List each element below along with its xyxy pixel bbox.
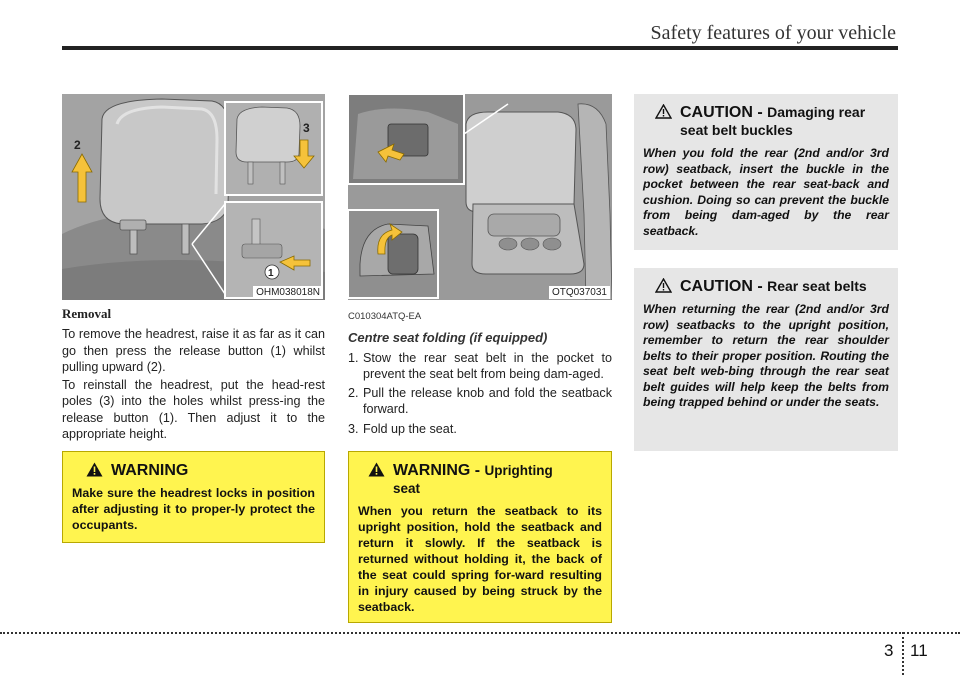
warning-subtitle: Uprighting seat	[393, 463, 553, 496]
warning-box-uprighting-seat	[348, 451, 612, 623]
list-item	[348, 421, 612, 437]
warning-box-headrest	[62, 451, 325, 543]
warning-title	[72, 462, 315, 480]
centre-seat-illustration	[348, 94, 612, 300]
warning-body: When you return the seatback to its upright position, hold the seatback and return it slowly. If the seatback is returned without holding it, the back of the seat could spring for-ward resulting in injury caused by being struck by the seatback.	[358, 504, 602, 614]
step-text: Fold up the seat.	[363, 421, 457, 436]
removal-paragraph-2: To reinstall the headrest, put the head-rest poles (3) into the holes whilst press-ing the release button (1). Then adjust it to the appropriate height.	[62, 378, 325, 442]
list-item	[348, 385, 612, 418]
removal-section	[62, 306, 325, 444]
figure-code: OHM038018N	[253, 286, 323, 299]
warning-body: Make sure the headrest locks in position after adjusting it to proper-ly protect the occupants.	[72, 486, 315, 532]
caution-subtitle: Rear seat belts	[767, 278, 867, 294]
centre-seat-drawing	[348, 94, 612, 300]
list-item	[348, 350, 612, 383]
centre-seat-section	[348, 309, 612, 440]
caution-title-separator: -	[752, 104, 768, 121]
headrest-drawing	[62, 94, 325, 300]
caution-title-separator: -	[752, 278, 768, 295]
warning-triangle-icon	[368, 462, 385, 477]
caution-body: When you fold the rear (2nd and/or 3rd row) seatback, insert the buckle in the pocket between the rear seat-back and cushion. Doing so can prevent the buckle from being dam-aged by the rear seatback.	[643, 146, 889, 238]
caution-title-text: CAUTION	[680, 278, 753, 295]
caution-title-text: CAUTION	[680, 104, 753, 121]
warning-title-text: WARNING	[111, 462, 189, 479]
removal-heading: Removal	[62, 306, 112, 321]
page-number: 11	[910, 641, 928, 660]
caution-box-seat-belt-buckles	[634, 94, 898, 250]
callout-1: 1	[268, 268, 274, 279]
caution-triangle-icon	[655, 104, 672, 119]
callout-2: 2	[74, 138, 81, 152]
step-text: Pull the release knob and fold the seatback forward.	[363, 386, 612, 417]
step-number: 3.	[348, 421, 359, 436]
caution-title	[643, 104, 889, 140]
centre-seat-heading: Centre seat folding (if equipped)	[348, 330, 548, 346]
step-number: 1.	[348, 350, 359, 365]
section-code: C010304ATQ-EA	[348, 311, 422, 322]
warning-title-text: WARNING	[393, 462, 471, 479]
caution-subtitle: Damaging rear seat belt buckles	[680, 104, 866, 138]
headrest-illustration	[62, 94, 325, 300]
caution-title	[643, 278, 889, 296]
figure-code: OTQ037031	[549, 286, 610, 299]
warning-title-separator: -	[470, 462, 485, 479]
callout-3: 3	[303, 121, 310, 135]
caution-box-rear-seat-belts	[634, 268, 898, 451]
step-text: Stow the rear seat belt in the pocket to prevent the seat belt from being dam-aged.	[363, 350, 612, 381]
warning-triangle-icon	[86, 462, 103, 477]
step-number: 2.	[348, 386, 359, 401]
section-title: Safety features of your vehicle	[650, 22, 896, 44]
chapter-number: 3	[884, 641, 894, 660]
header-rule	[62, 46, 898, 50]
removal-paragraph-1: To remove the headrest, raise it as far as it can go then press the release button (1) whilst pulling upward (2).	[62, 327, 325, 374]
caution-triangle-icon	[655, 278, 672, 293]
caution-body: When returning the rear (2nd and/or 3rd row) seatbacks to the upright position, remember to return the rear shoulder belts to their proper position. Routing the seat belt web-bing through the rear seat belt guides will help keep the belts from being trapped behind or under the seats.	[643, 302, 889, 409]
footer-rule	[0, 632, 960, 634]
warning-title	[358, 462, 602, 498]
footer-divider	[902, 632, 904, 675]
